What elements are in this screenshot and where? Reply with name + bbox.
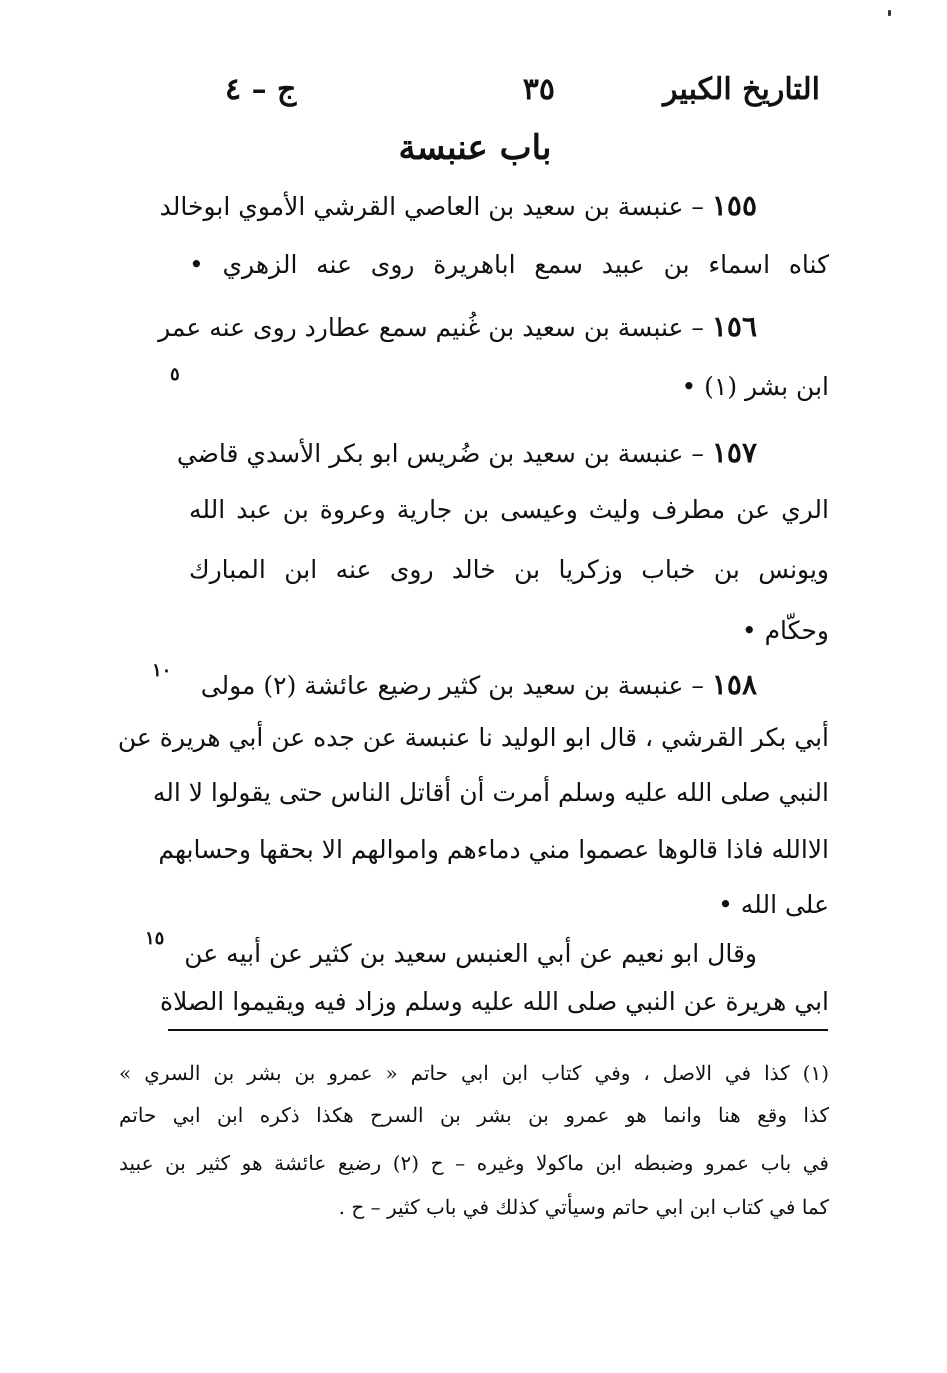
entry-158-line-1 <box>201 665 757 709</box>
entry-157-line-2: الري عن مطرف وليث وعيسى بن جارية وعروة بن عبد الله <box>189 495 829 524</box>
entry-number: ١٥٨ <box>711 668 757 701</box>
volume-label: ج – ٤ <box>225 72 297 107</box>
line-number-15: ١٥ <box>145 928 165 949</box>
footnote-line-1: (١) كذا في الاصل ، وفي كتاب ابن ابي حاتم « عمرو بن بشر بن السري » <box>119 1061 829 1085</box>
entry-155-line-2: كناه اسماء بن عبيد سمع اباهريرة روى عنه الزهري • <box>189 250 829 279</box>
chapter-title: باب عنبسة <box>398 128 552 168</box>
scan-speck <box>888 10 891 16</box>
footnote-line-3: في باب عمرو وضبطه ابن ماكولا وغيره – ح (٢) رضيع عائشة هو كثير بن عبيد <box>119 1151 829 1175</box>
footnote-divider <box>168 1029 828 1031</box>
entry-157-line-3: ويونس بن خباب وزكريا بن خالد روى عنه ابن المبارك <box>189 555 829 584</box>
entry-number: ١٥٦ <box>711 310 757 343</box>
entry-158-line-4: الاالله فاذا قالوها عصموا مني دماءهم واموالهم الا بحقها وحسابهم <box>158 835 829 864</box>
entry-158-line-5: على الله • <box>718 890 829 919</box>
entry-number: ١٥٧ <box>711 436 757 469</box>
entry-158-line-2: أبي بكر القرشي ، قال ابو الوليد نا عنبسة عن جده عن أبي هريرة عن <box>117 723 829 752</box>
entry-156-line-1 <box>158 307 757 351</box>
entry-157-line-1 <box>177 433 757 477</box>
entry-158-line-3: النبي صلى الله عليه وسلم أمرت أن أقاتل الناس حتى يقولوا لا اله <box>152 778 829 807</box>
entry-157-line-4: وحكّام • <box>741 616 829 645</box>
entry-text: – عنبسة بن سعيد بن ضُريس ابو بكر الأسدي قاضي <box>176 439 704 468</box>
entry-text: – عنبسة بن سعيد بن كثير رضيع عائشة (٢) مولى <box>200 671 704 700</box>
book-title: التاريخ الكبير <box>662 72 820 107</box>
entry-155-line-1 <box>160 186 757 230</box>
entry-text: – عنبسة بن سعيد بن العاصي القرشي الأموي ابوخالد <box>159 192 704 221</box>
footnote-line-4: كما في كتاب ابن ابي حاتم وسيأتي كذلك في باب كثير – ح . <box>338 1195 829 1219</box>
entry-text: – عنبسة بن سعيد بن غُنيم سمع عطارد روى عنه عمر <box>158 313 704 342</box>
footnote-line-2: كذا وقع هنا وانما هو عمرو بن بشر بن السرح هكذا ذكره ابن ابي حاتم <box>119 1103 829 1127</box>
page-number: ٣٥ <box>522 72 555 107</box>
entry-number: ١٥٥ <box>711 189 757 222</box>
running-header <box>220 72 820 122</box>
line-number-5: ٥ <box>170 364 180 385</box>
continuation-line-2: ابي هريرة عن النبي صلى الله عليه وسلم وزاد فيه ويقيموا الصلاة <box>160 987 829 1016</box>
continuation-line-1: وقال ابو نعيم عن أبي العنبس سعيد بن كثير عن أبيه عن <box>184 939 757 968</box>
entry-156-line-2: ابن بشر (١) • <box>681 372 829 401</box>
line-number-10: ١٠ <box>152 660 172 681</box>
